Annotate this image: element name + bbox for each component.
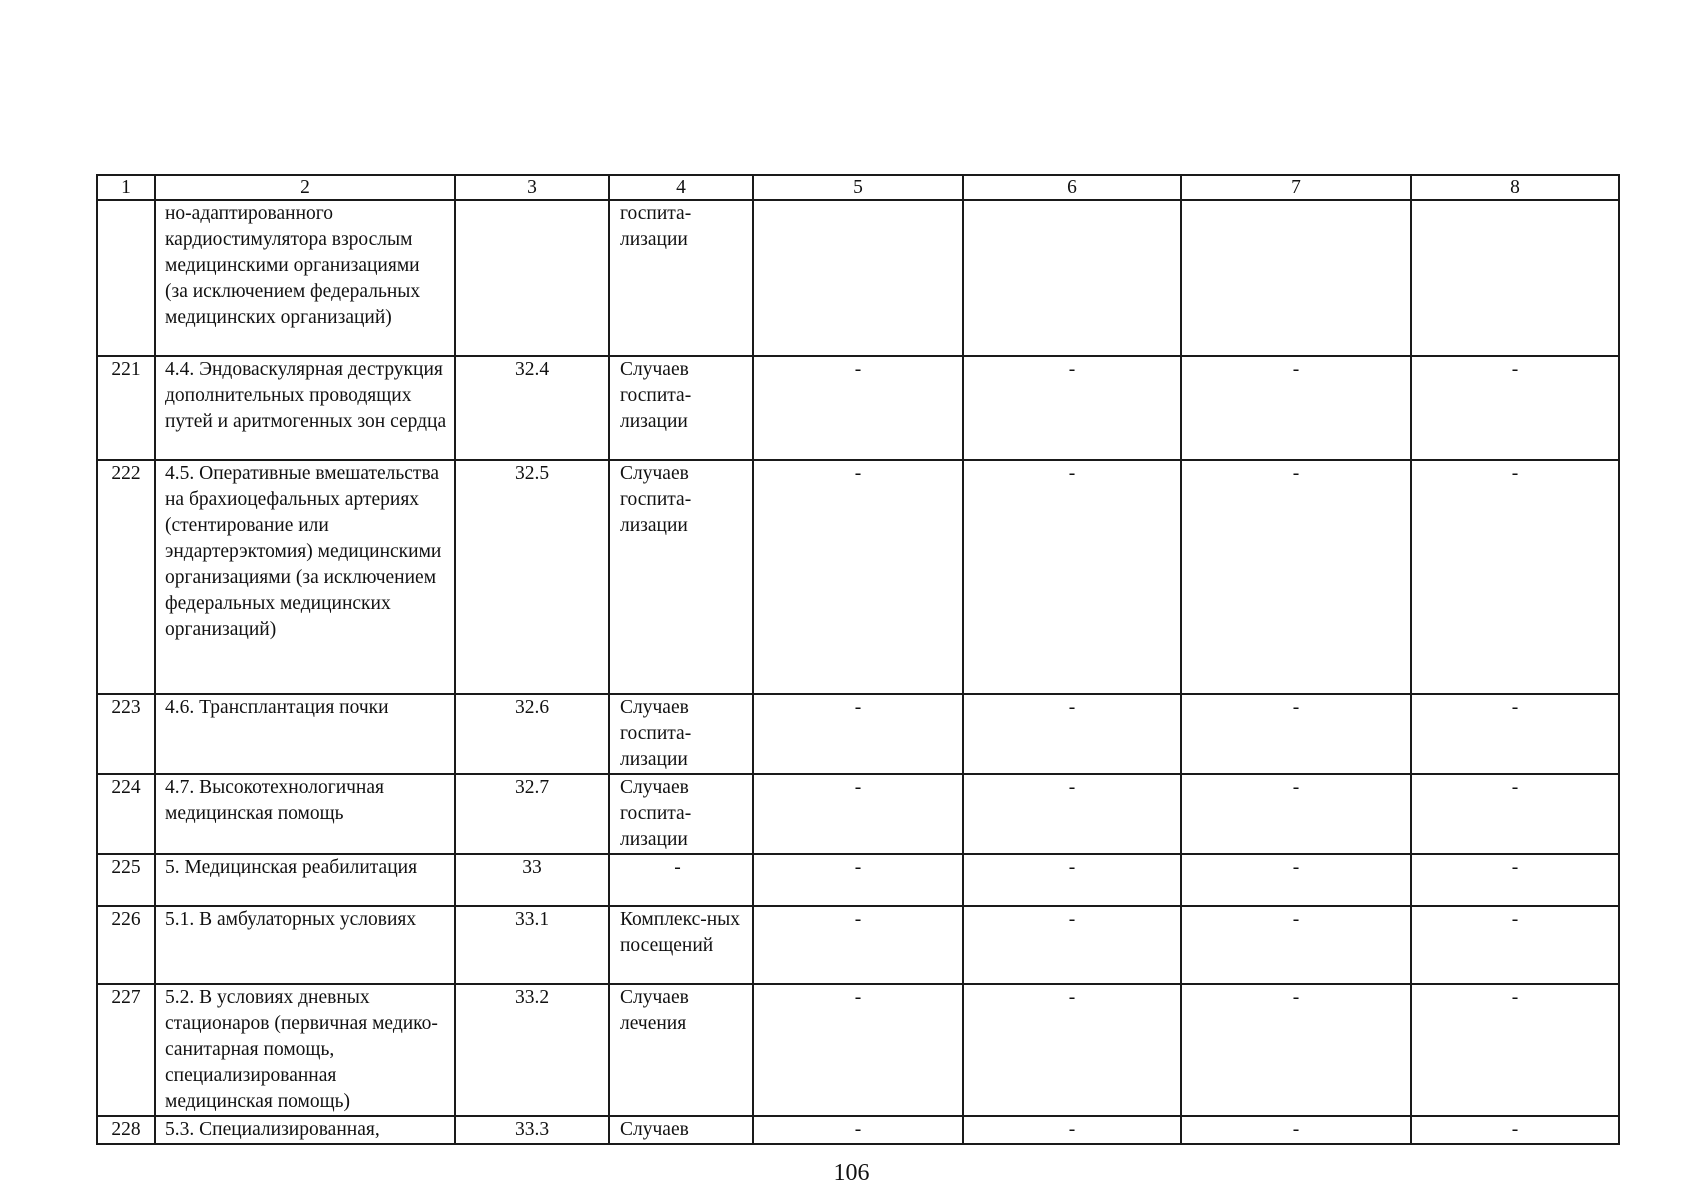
table-row [97, 984, 1619, 1116]
unit-of-measure: Случаев госпита-лизации [609, 694, 753, 774]
column-header: 3 [455, 175, 609, 200]
row-number: 227 [97, 984, 155, 1116]
row-number: 226 [97, 906, 155, 984]
value-col-7: - [1181, 984, 1411, 1116]
value-col-5: - [753, 906, 963, 984]
row-number: 223 [97, 694, 155, 774]
row-number: 225 [97, 854, 155, 906]
value-col-7: - [1181, 694, 1411, 774]
unit-of-measure: - [609, 854, 753, 906]
table-row [97, 694, 1619, 774]
value-col-7: - [1181, 906, 1411, 984]
value-col-6: - [963, 774, 1181, 854]
value-col-6: - [963, 1116, 1181, 1144]
value-col-8: - [1411, 1116, 1619, 1144]
value-col-5: - [753, 984, 963, 1116]
table-row [97, 356, 1619, 460]
value-col-5: - [753, 694, 963, 774]
value-col-5: - [753, 356, 963, 460]
value-col-7: - [1181, 356, 1411, 460]
row-number: 221 [97, 356, 155, 460]
value-col-5: - [753, 460, 963, 694]
value-col-7: - [1181, 460, 1411, 694]
data-table [96, 174, 1620, 1145]
indicator-code: 33.1 [455, 906, 609, 984]
value-col-6 [963, 200, 1181, 356]
table-row [97, 854, 1619, 906]
indicator-name: но-адаптированного кардиостимулятора взрослым медицинскими организациями (за исключением федеральных медицинских организаций) [155, 200, 455, 356]
value-col-5: - [753, 854, 963, 906]
column-header: 1 [97, 175, 155, 200]
value-col-8: - [1411, 984, 1619, 1116]
unit-of-measure: Случаев госпита-лизации [609, 356, 753, 460]
value-col-6: - [963, 854, 1181, 906]
value-col-6: - [963, 356, 1181, 460]
value-col-5 [753, 200, 963, 356]
value-col-7: - [1181, 1116, 1411, 1144]
indicator-name: 4.6. Трансплантация почки [155, 694, 455, 774]
indicator-name: 5. Медицинская реабилитация [155, 854, 455, 906]
row-number: 224 [97, 774, 155, 854]
value-col-5: - [753, 774, 963, 854]
indicator-code: 33 [455, 854, 609, 906]
unit-of-measure: Случаев госпита-лизации [609, 774, 753, 854]
indicator-name: 5.2. В условиях дневных стационаров (первичная медико-санитарная помощь, специализированная медицинская помощь) [155, 984, 455, 1116]
value-col-8: - [1411, 906, 1619, 984]
indicator-code: 33.3 [455, 1116, 609, 1144]
table-row [97, 1116, 1619, 1144]
value-col-6: - [963, 984, 1181, 1116]
indicator-name: 4.7. Высокотехнологичная медицинская помощь [155, 774, 455, 854]
page-number: 106 [833, 1160, 870, 1186]
indicator-name: 5.1. В амбулаторных условиях [155, 906, 455, 984]
unit-of-measure: госпита-лизации [609, 200, 753, 356]
indicator-code: 32.5 [455, 460, 609, 694]
column-header: 4 [609, 175, 753, 200]
indicator-name: 5.3. Специализированная, [155, 1116, 455, 1144]
row-number: 222 [97, 460, 155, 694]
column-header: 8 [1411, 175, 1619, 200]
indicator-code: 32.7 [455, 774, 609, 854]
value-col-8: - [1411, 460, 1619, 694]
indicator-name: 4.5. Оперативные вмешательства на брахиоцефальных артериях (стентирование или эндартерэктомия) медицинскими организациями (за исключением федеральных медицинских организаций) [155, 460, 455, 694]
row-number [97, 200, 155, 356]
indicator-code [455, 200, 609, 356]
unit-of-measure: Случаев лечения [609, 984, 753, 1116]
table-row [97, 906, 1619, 984]
indicator-name: 4.4. Эндоваскулярная деструкция дополнительных проводящих путей и аритмогенных зон сердца [155, 356, 455, 460]
value-col-5: - [753, 1116, 963, 1144]
value-col-8: - [1411, 694, 1619, 774]
table-row [97, 774, 1619, 854]
unit-of-measure: Случаев [609, 1116, 753, 1144]
indicator-code: 33.2 [455, 984, 609, 1116]
table-row [97, 200, 1619, 356]
value-col-7: - [1181, 774, 1411, 854]
column-header: 6 [963, 175, 1181, 200]
value-col-7: - [1181, 854, 1411, 906]
row-number: 228 [97, 1116, 155, 1144]
value-col-8 [1411, 200, 1619, 356]
value-col-6: - [963, 906, 1181, 984]
indicator-code: 32.4 [455, 356, 609, 460]
table-row [97, 460, 1619, 694]
value-col-8: - [1411, 774, 1619, 854]
value-col-6: - [963, 694, 1181, 774]
unit-of-measure: Случаев госпита-лизации [609, 460, 753, 694]
value-col-8: - [1411, 356, 1619, 460]
unit-of-measure: Комплекс-ных посещений [609, 906, 753, 984]
column-header: 2 [155, 175, 455, 200]
value-col-7 [1181, 200, 1411, 356]
value-col-6: - [963, 460, 1181, 694]
value-col-8: - [1411, 854, 1619, 906]
indicator-code: 32.6 [455, 694, 609, 774]
column-header: 7 [1181, 175, 1411, 200]
table-header-row [97, 175, 1619, 200]
column-header: 5 [753, 175, 963, 200]
